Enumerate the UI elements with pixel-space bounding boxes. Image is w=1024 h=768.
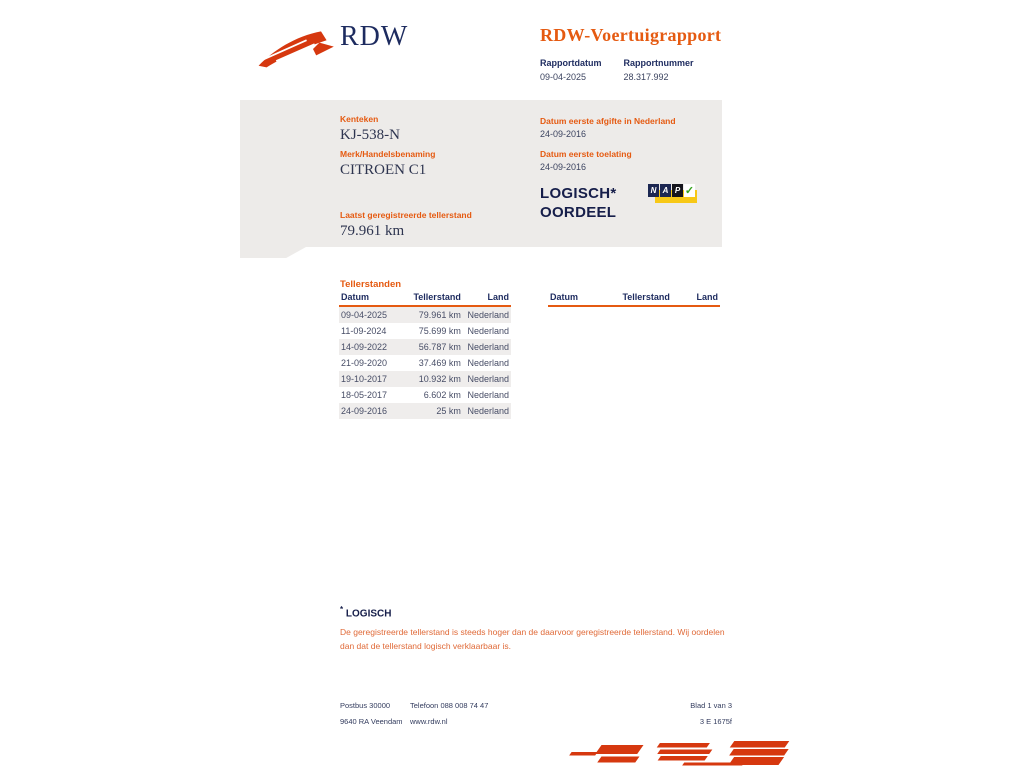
col-tellerstand: Tellerstand bbox=[404, 290, 462, 306]
tellerstand-label: Laatst geregistreerde tellerstand bbox=[340, 210, 472, 220]
table-row bbox=[339, 339, 511, 355]
report-number-value: 28.317.992 bbox=[623, 72, 669, 82]
table-row bbox=[339, 306, 511, 323]
tellerstand-cell: 25 km bbox=[436, 406, 461, 416]
tellerstanden-table-left bbox=[339, 290, 511, 419]
toelating-value: 24-09-2016 bbox=[540, 162, 587, 172]
oordeel-line1: LOGISCH* bbox=[540, 185, 617, 202]
report-number-group bbox=[624, 58, 694, 82]
nap-logo bbox=[648, 184, 700, 208]
land-cell: Nederland bbox=[467, 406, 509, 416]
rdw-bird-icon bbox=[257, 27, 337, 76]
tellerstand-field bbox=[340, 210, 472, 240]
afgifte-field bbox=[540, 116, 676, 139]
datum-cell: 18-05-2017 bbox=[341, 390, 388, 400]
tellerstand-cell: 10.932 km bbox=[418, 374, 461, 384]
nap-letter-p: P bbox=[672, 184, 683, 197]
table-row bbox=[339, 387, 511, 403]
col-tellerstand: Tellerstand bbox=[613, 290, 671, 306]
afgifte-label: Datum eerste afgifte in Nederland bbox=[540, 116, 676, 126]
oordeel-line2: OORDEEL bbox=[540, 204, 617, 221]
footnote-title-text: LOGISCH bbox=[345, 608, 392, 620]
table-header-row bbox=[339, 290, 511, 306]
nap-check-icon: ✓ bbox=[684, 185, 695, 197]
footer-website: www.rdw.nl bbox=[410, 717, 448, 726]
tellerstanden-table-right bbox=[548, 290, 720, 307]
panel-notch bbox=[240, 247, 306, 258]
tellerstand-cell: 79.961 km bbox=[418, 310, 461, 320]
footer-address-2: 9640 RA Veendam bbox=[340, 717, 403, 726]
datum-cell: 19-10-2017 bbox=[341, 374, 388, 384]
rdw-stripes-graphic bbox=[540, 740, 790, 768]
rdw-logo bbox=[257, 21, 457, 74]
table-row bbox=[339, 371, 511, 387]
page-title: RDW-Voertuigrapport bbox=[540, 25, 722, 45]
land-cell: Nederland bbox=[467, 374, 509, 384]
table-row bbox=[339, 355, 511, 371]
col-datum: Datum bbox=[548, 290, 613, 306]
footer-address-1: Postbus 30000 bbox=[340, 701, 391, 710]
nap-letter-a: A bbox=[660, 184, 671, 197]
tellerstand-cell: 56.787 km bbox=[418, 342, 461, 352]
merk-label: Merk/Handelsbenaming bbox=[340, 149, 436, 159]
footer-form-code: 3 E 1675f bbox=[699, 717, 732, 726]
footer-page-number: Blad 1 van 3 bbox=[690, 701, 732, 710]
footer-line-2 bbox=[340, 717, 732, 726]
datum-cell: 11-09-2024 bbox=[341, 326, 387, 336]
vehicle-summary-panel bbox=[240, 100, 722, 247]
land-cell: Nederland bbox=[467, 342, 509, 352]
toelating-label: Datum eerste toelating bbox=[540, 149, 632, 159]
col-land: Land bbox=[672, 290, 720, 306]
report-meta bbox=[540, 58, 694, 82]
col-land: Land bbox=[463, 290, 511, 306]
footnote bbox=[340, 605, 732, 653]
afgifte-value: 24-09-2016 bbox=[540, 129, 587, 139]
page-footer bbox=[340, 701, 732, 733]
tellerstand-value: 79.961 km bbox=[340, 223, 405, 239]
datum-cell: 14-09-2022 bbox=[341, 342, 388, 352]
land-cell: Nederland bbox=[467, 326, 509, 336]
datum-cell: 24-09-2016 bbox=[341, 406, 388, 416]
merk-value: CITROEN C1 bbox=[340, 162, 427, 178]
report-number-label: Rapportnummer bbox=[623, 58, 694, 68]
nap-tiles bbox=[648, 184, 695, 197]
nap-letter-n: N bbox=[648, 184, 659, 197]
tellerstand-cell: 6.602 km bbox=[423, 390, 461, 400]
table-body bbox=[339, 306, 511, 419]
tellerstand-cell: 75.699 km bbox=[418, 326, 461, 336]
footnote-body: De geregistreerde tellerstand is steeds hoger dan de daarvoor geregistreerde tellerstand. Wij oordelen dan dat de tellerstand logisch verklaarbaar is. bbox=[340, 627, 725, 652]
report-title-block bbox=[540, 25, 800, 46]
report-date-group bbox=[540, 58, 602, 82]
datum-cell: 21-09-2020 bbox=[341, 358, 388, 368]
kenteken-value: KJ-538-N bbox=[340, 127, 400, 143]
report-date-value: 09-04-2025 bbox=[540, 72, 587, 82]
land-cell: Nederland bbox=[467, 310, 509, 320]
datum-cell: 09-04-2025 bbox=[341, 310, 388, 320]
merk-field bbox=[340, 149, 435, 179]
footnote-title bbox=[340, 605, 732, 619]
land-cell: Nederland bbox=[467, 390, 509, 400]
kenteken-label: Kenteken bbox=[340, 114, 379, 124]
toelating-field bbox=[540, 149, 632, 172]
table-row bbox=[339, 323, 511, 339]
footer-line-1 bbox=[340, 701, 732, 710]
footnote-marker: * bbox=[340, 605, 344, 614]
table-header bbox=[548, 290, 720, 306]
oordeel-text bbox=[540, 184, 617, 222]
col-datum: Datum bbox=[339, 290, 404, 306]
table-row bbox=[339, 403, 511, 419]
report-date-label: Rapportdatum bbox=[540, 58, 602, 68]
tellerstanden-heading: Tellerstanden bbox=[340, 279, 402, 290]
land-cell: Nederland bbox=[467, 358, 509, 368]
footer-phone: Telefoon 088 008 74 47 bbox=[410, 701, 489, 710]
table-header-row bbox=[548, 290, 720, 306]
tellerstand-cell: 37.469 km bbox=[418, 358, 461, 368]
rdw-logo-text: RDW bbox=[340, 21, 409, 52]
table-header bbox=[339, 290, 511, 306]
kenteken-field bbox=[340, 114, 400, 144]
